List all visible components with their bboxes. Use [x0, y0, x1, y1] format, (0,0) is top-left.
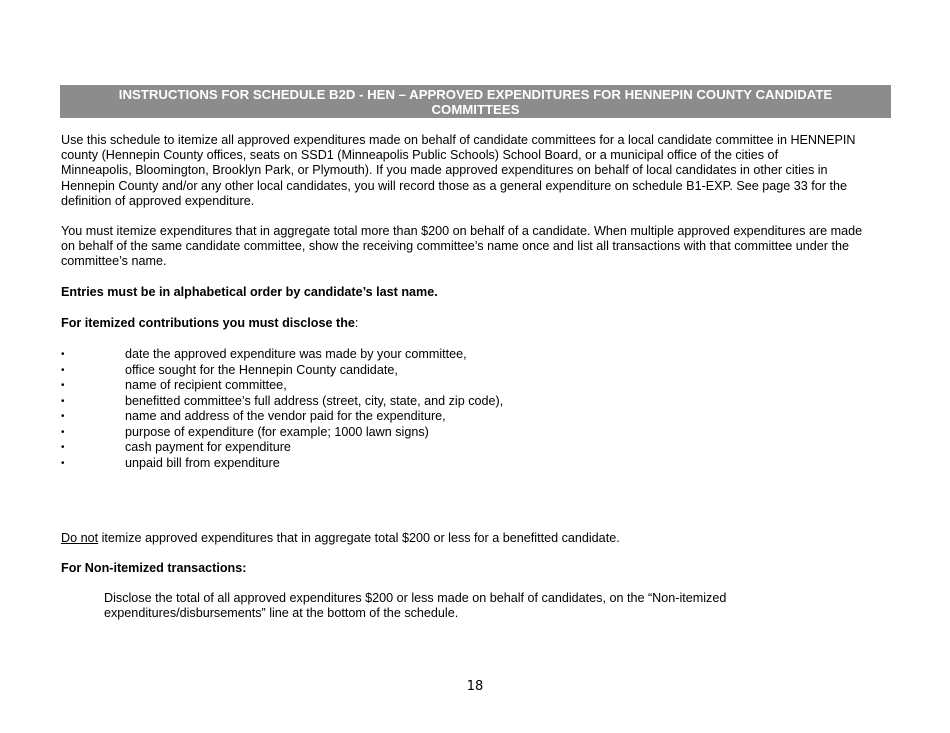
- bullet-icon: •: [61, 442, 65, 453]
- section-header: [60, 85, 891, 118]
- disclose-colon: :: [354, 316, 359, 330]
- non-itemized-line: Disclose the total of all approved expenditures $200 or less made on behalf of candidates, on the “Non-itemized: [104, 591, 727, 605]
- bullet-icon: •: [61, 380, 65, 391]
- list-item: [61, 440, 861, 456]
- itemize-line: committee’s name.: [61, 254, 167, 269]
- list-item: [61, 378, 861, 394]
- non-itemized-paragraph: [104, 591, 804, 621]
- list-item-text: unpaid bill from expenditure: [125, 455, 280, 470]
- list-item-text: purpose of expenditure (for example; 1000 lawn signs): [125, 424, 429, 439]
- do-not-itemize-note: [61, 531, 891, 546]
- intro-line: Hennepin County and/or any other local candidates, you will record those as a general expenditure on schedule B1-EXP. See page 33 for the: [61, 178, 847, 193]
- intro-line: Use this schedule to itemize all approved expenditures made on behalf of candidate committees for a local candidate committee in HENNEPIN: [61, 133, 856, 147]
- list-item: [61, 425, 861, 441]
- bullet-icon: •: [61, 364, 65, 376]
- bullet-icon: •: [61, 395, 65, 407]
- disclose-heading: [61, 316, 891, 331]
- bullet-icon: •: [61, 411, 65, 422]
- intro-paragraph: [61, 133, 891, 209]
- alphabetical-order-note: Entries must be in alphabetical order by candidate’s last name.: [61, 285, 438, 299]
- intro-line: definition of approved expenditure.: [61, 193, 255, 208]
- list-item: [61, 456, 861, 472]
- list-item-text: office sought for the Hennepin County candidate,: [125, 362, 398, 377]
- list-item: [61, 409, 861, 425]
- list-item: [61, 394, 861, 410]
- section-header-line2: COMMITTEES: [431, 102, 520, 117]
- list-item: [61, 363, 861, 379]
- list-item-text: benefitted committee’s full address (street, city, state, and zip code),: [125, 393, 504, 408]
- do-not-rest: itemize approved expenditures that in aggregate total $200 or less for a benefitted candidate.: [98, 531, 620, 545]
- list-item-text: date the approved expenditure was made by your committee,: [125, 347, 467, 361]
- disclosure-list: [61, 347, 861, 471]
- itemize-line: on behalf of the same candidate committee, show the receiving committee’s name once and list all transactions with that committee under the: [61, 239, 849, 254]
- bullet-icon: •: [61, 426, 65, 438]
- list-item-text: name of recipient committee,: [125, 378, 287, 392]
- list-item: [61, 347, 861, 363]
- itemize-line: You must itemize expenditures that in aggregate total more than $200 on behalf of a candidate. When multiple approved expenditures are made: [61, 224, 863, 238]
- page-number: 18: [466, 679, 484, 694]
- intro-line: Minneapolis, Bloomington, Brooklyn Park, or Plymouth). If you made approved expenditures on behalf of local candidates in other cities in: [61, 163, 828, 178]
- disclose-label: For itemized contributions you must disclose the: [61, 316, 355, 330]
- itemize-paragraph: [61, 224, 891, 270]
- list-item-text: cash payment for expenditure: [125, 440, 291, 454]
- section-header-line1: INSTRUCTIONS FOR SCHEDULE B2D - HEN – APPROVED EXPENDITURES FOR HENNEPIN COUNTY CANDIDATE: [118, 87, 833, 102]
- intro-line: county (Hennepin County offices, seats on SSD1 (Minneapolis Public Schools) School Board, or a municipal office of the cities of: [61, 148, 779, 163]
- bullet-icon: •: [61, 349, 65, 360]
- do-not-emphasis: Do not: [61, 531, 99, 545]
- list-item-text: name and address of the vendor paid for the expenditure,: [125, 409, 446, 423]
- bullet-icon: •: [61, 457, 65, 469]
- non-itemized-line: expenditures/disbursements” line at the bottom of the schedule.: [104, 606, 459, 621]
- non-itemized-heading: For Non-itemized transactions:: [61, 561, 247, 575]
